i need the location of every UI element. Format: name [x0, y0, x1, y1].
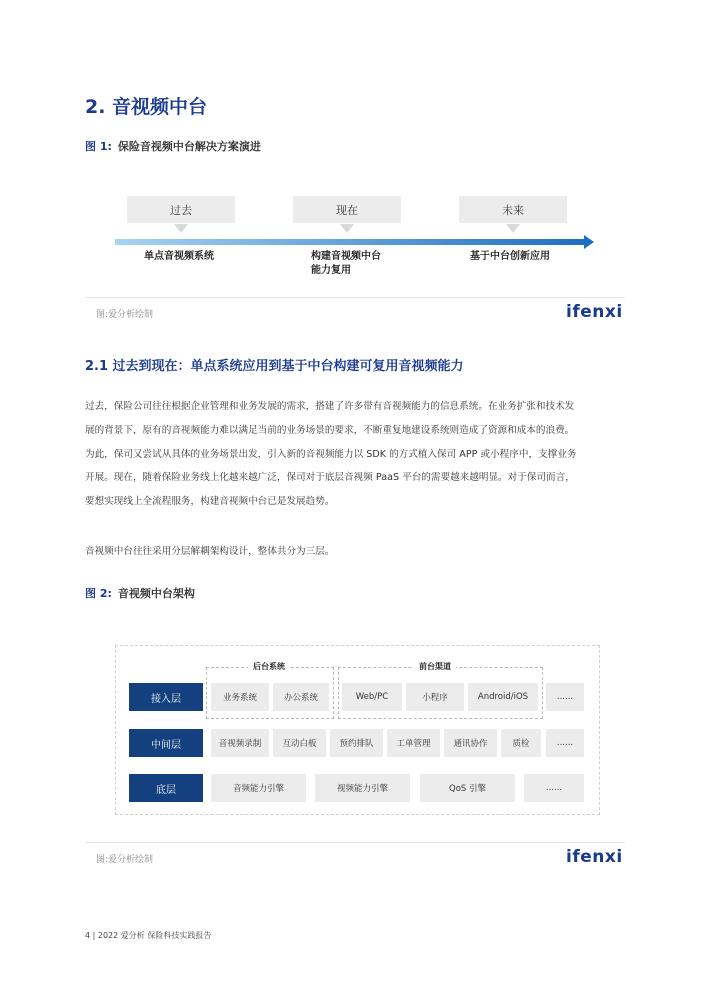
middle-cell: 工单管理	[387, 729, 440, 757]
access-cell: Android/iOS	[468, 683, 538, 711]
stage-label-past	[144, 250, 214, 264]
paragraph-line: 展的背景下，原有的音视频能力难以满足当前的业务场景的要求，不断重复地建设系统则造成了资源和成本的浪费。	[85, 424, 575, 436]
middle-cell: 预约排队	[330, 729, 383, 757]
middle-cell: ......	[546, 729, 584, 757]
figure2-caption	[85, 585, 195, 601]
middle-cell: 质检	[501, 729, 541, 757]
layer-label-bottom: 底层	[129, 774, 203, 802]
down-arrow-icon	[174, 224, 188, 233]
figure2-source: 图:爱分析绘制	[96, 855, 154, 865]
backend-group-label: 后台系统	[248, 661, 290, 672]
timeline-arrow-icon	[584, 235, 594, 249]
figure1-source: 图:爱分析绘制	[96, 310, 154, 320]
access-cell: ......	[546, 683, 584, 711]
layer-label-middle: 中间层	[129, 729, 203, 757]
frontend-group-label: 前台渠道	[414, 661, 456, 672]
stage-label-line: 构建音视频中台	[311, 251, 381, 262]
figure1-caption-number: 图 1:	[85, 140, 112, 153]
figure2-caption-number: 图 2:	[85, 587, 112, 600]
access-cell: 小程序	[406, 683, 464, 711]
page-footer: 4 | 2022 爱分析 保险科技实践报告	[85, 931, 212, 940]
middle-cell: 通讯协作	[444, 729, 497, 757]
stage-box-future: 未来	[459, 196, 567, 223]
stage-label-line: 基于中台创新应用	[470, 251, 550, 262]
figure2-caption-text: 音视频中台架构	[117, 587, 195, 600]
access-cell: Web/PC	[342, 683, 402, 711]
subsection-title: 2.1 过去到现在：单点系统应用到基于中台构建可复用音视频能力	[85, 359, 464, 374]
paragraph-line: 开展。现在，随着保险业务线上化越来越广泛，保司对于底层音视频 PaaS 平台的需要越来越明显。对于保司而言，	[85, 472, 575, 484]
layer-label-access: 接入层	[129, 683, 203, 711]
stage-label-line: 能力复用	[311, 265, 351, 276]
stage-label-present	[311, 250, 381, 278]
figure1-caption-text: 保险音视频中台解决方案演进	[117, 140, 261, 153]
access-cell: 办公系统	[273, 683, 329, 711]
ifenxi-logo: ifenxi	[566, 302, 623, 322]
body-paragraph	[85, 395, 630, 514]
down-arrow-icon	[340, 224, 354, 233]
middle-cell: 互动白板	[273, 729, 326, 757]
figure1-caption	[85, 138, 261, 154]
access-cell: 业务系统	[211, 683, 269, 711]
section-title: 2. 音视频中台	[85, 96, 208, 118]
bottom-cell: 音频能力引擎	[211, 774, 306, 802]
stage-label-future	[470, 250, 550, 264]
paragraph-line: 要想实现线上全流程服务，构建音视频中台已是发展趋势。	[85, 496, 335, 508]
bottom-cell: 视频能力引擎	[315, 774, 410, 802]
body-paragraph-2: 音视频中台往往采用分层解耦架构设计，整体共分为三层。	[85, 546, 335, 557]
middle-cell: 音视频录制	[211, 729, 269, 757]
stage-box-present: 现在	[293, 196, 401, 223]
timeline-bar	[115, 239, 585, 245]
bottom-cell: QoS 引擎	[420, 774, 515, 802]
bottom-cell: ......	[524, 774, 584, 802]
figure1-divider	[85, 297, 625, 298]
stage-label-line: 单点音视频系统	[144, 251, 214, 262]
paragraph-line: 过去，保险公司往往根据企业管理和业务发展的需求，搭建了许多带有音视频能力的信息系统。在业务扩张和技术发	[85, 401, 575, 412]
down-arrow-icon	[506, 224, 520, 233]
paragraph-line: 为此，保司又尝试从具体的业务场景出发，引入新的音视频能力以 SDK 的方式植入保司 APP 或小程序中，支撑业务	[85, 448, 577, 460]
stage-box-past: 过去	[127, 196, 235, 223]
figure2-divider	[85, 842, 625, 843]
ifenxi-logo: ifenxi	[566, 847, 623, 867]
